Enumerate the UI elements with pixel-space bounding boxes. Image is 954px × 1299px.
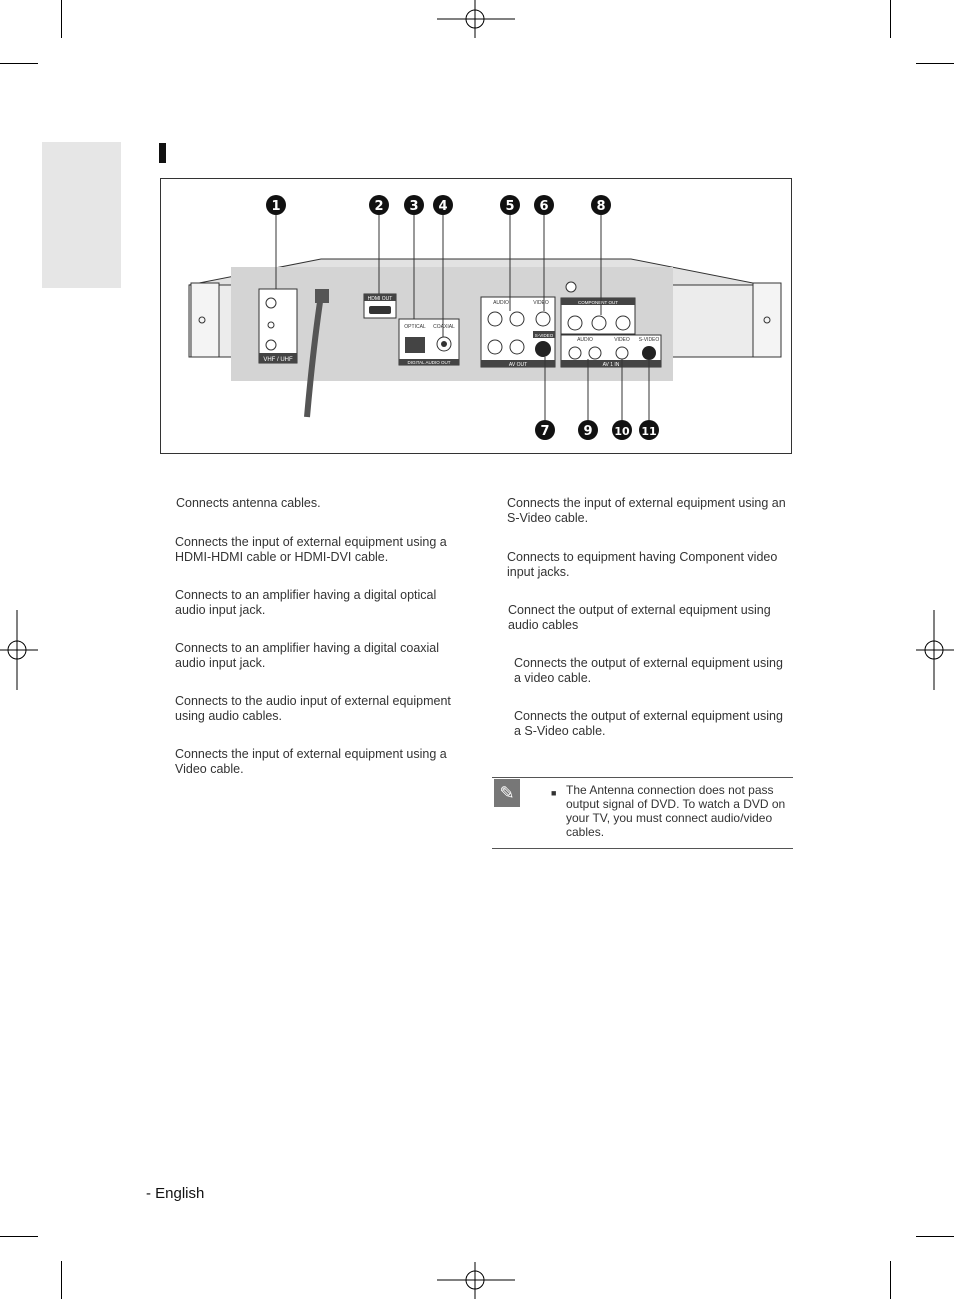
rear-panel-diagram <box>160 178 792 454</box>
component-out-label: COMPONENT OUT <box>578 300 618 305</box>
svg-text:3: 3 <box>409 199 419 214</box>
optical-label: OPTICAL <box>404 324 426 330</box>
digital-audio-out-label: DIGITAL AUDIO OUT <box>407 360 451 365</box>
digital-audio-out <box>399 319 459 365</box>
svideo-out-label: S-VIDEO <box>534 333 554 338</box>
crop-mark <box>61 1261 62 1299</box>
crop-mark <box>0 1236 38 1237</box>
callout-number-6 <box>534 195 554 215</box>
audio-in-label: AUDIO <box>577 337 593 343</box>
description-video-in: Connects the output of external equipment using a video cable. <box>514 656 783 685</box>
description-component-out: Connects to equipment having Component video input jacks. <box>507 550 778 579</box>
callout-number-9 <box>578 420 598 440</box>
callout-number-5 <box>500 195 520 215</box>
registration-mark-left <box>0 610 40 690</box>
svg-text:2: 2 <box>374 199 384 214</box>
coaxial-label: COAXIAL <box>433 324 455 330</box>
hdmi-out-jack <box>364 294 396 318</box>
description-audio-in: Connect the output of external equipment using audio cables <box>508 603 771 632</box>
av-in-panel <box>561 335 661 368</box>
svg-text:11: 11 <box>641 425 657 438</box>
crop-mark <box>0 63 38 64</box>
vhf-label: VHF / UHF <box>263 357 293 363</box>
svg-text:9: 9 <box>583 424 593 439</box>
crop-mark <box>916 63 954 64</box>
note-text: The Antenna connection does not pass output signal of DVD. To watch a DVD on your TV, you must connect audio/video cables. <box>566 783 786 839</box>
av-out-label: AV OUT <box>508 362 528 368</box>
description-svideo-in: Connects the output of external equipment using a S-Video cable. <box>514 709 783 738</box>
svg-text:6: 6 <box>539 199 549 214</box>
svg-text:8: 8 <box>596 199 606 214</box>
svg-text:5: 5 <box>505 199 515 214</box>
pencil-note-icon: ✎ <box>494 779 520 807</box>
callout-number-10 <box>612 420 632 440</box>
registration-mark-right <box>914 610 954 690</box>
av-in-label: AV 1 IN <box>602 362 620 368</box>
title-marker <box>159 143 166 163</box>
svg-text:4: 4 <box>438 199 448 214</box>
crop-mark <box>890 0 891 38</box>
description-hdmi-out: Connects the input of external equipment using a HDMI-HDMI cable or HDMI-DVI cable. <box>175 535 447 564</box>
callout-number-2 <box>369 195 389 215</box>
callout-number-3 <box>404 195 424 215</box>
registration-mark-bottom <box>437 1262 517 1299</box>
description-coaxial: Connects to an amplifier having a digital coaxial audio input jack. <box>175 641 440 670</box>
audio-out-label: AUDIO <box>493 300 509 306</box>
callout-number-8 <box>591 195 611 215</box>
crop-mark <box>890 1261 891 1299</box>
svg-text:10: 10 <box>614 425 630 438</box>
rear-panel-illustration <box>161 179 791 453</box>
registration-mark-top <box>437 0 517 40</box>
svg-text:7: 7 <box>540 424 550 439</box>
svideo-in-label: S-VIDEO <box>638 337 660 343</box>
description-antenna: Connects antenna cables. <box>176 496 321 510</box>
crop-mark <box>61 0 62 38</box>
note-bullet: ■ <box>551 788 557 798</box>
antenna-jack <box>259 289 297 363</box>
video-in-label: VIDEO <box>614 337 630 343</box>
callout-number-7 <box>535 420 555 440</box>
description-optical: Connects to an amplifier having a digital optical audio input jack. <box>175 588 437 617</box>
callout-number-1 <box>266 195 286 215</box>
callout-number-11 <box>639 420 659 440</box>
description-audio-out: Connects to the audio input of external equipment using audio cables. <box>175 694 451 723</box>
section-tab <box>42 142 121 288</box>
description-svideo-out: Connects the input of external equipment using an S-Video cable. <box>507 496 786 525</box>
hdmi-label: HDMI OUT <box>367 296 393 302</box>
svg-text:1: 1 <box>271 199 281 214</box>
page-footer: - English <box>146 1185 205 1202</box>
description-video-out: Connects the input of external equipment using a Video cable. <box>175 747 447 776</box>
video-out-label: VIDEO <box>533 300 549 306</box>
crop-mark <box>916 1236 954 1237</box>
callout-number-4 <box>433 195 453 215</box>
